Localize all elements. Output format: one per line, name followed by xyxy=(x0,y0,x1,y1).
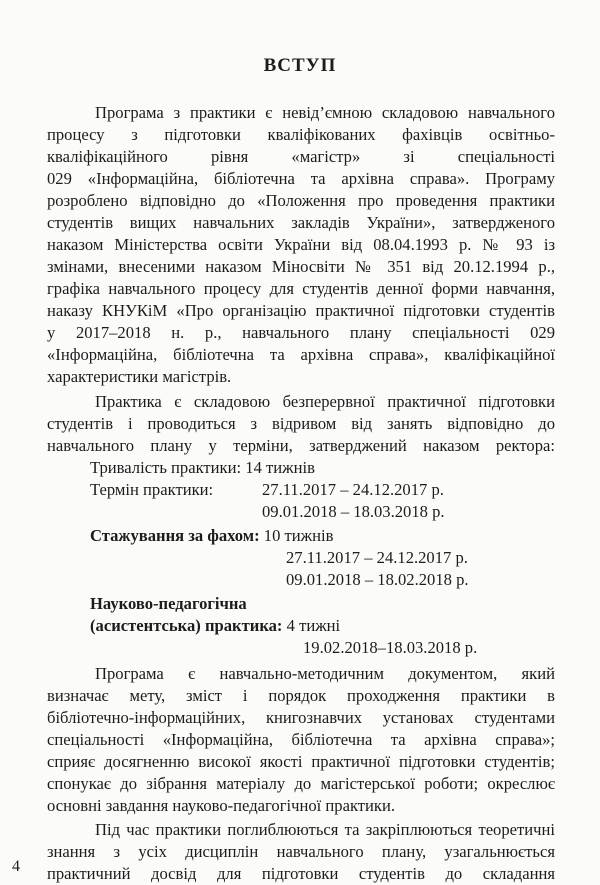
text-line: Програма з практики є невід’ємною складовою навчального xyxy=(95,103,555,122)
text-line: Під час практики поглиблюються та закріплюються теоретичні xyxy=(95,820,555,839)
text-line: основні завдання науково-педагогічної практики. xyxy=(47,796,396,815)
text-line: студентів і проводиться з відривом від занять відповідно до xyxy=(47,414,555,433)
schedule-duration xyxy=(90,458,598,478)
schedule-internship xyxy=(90,526,598,546)
text-line: кваліфікаційного рівня «магістр» зі спеціальності xyxy=(47,147,555,166)
text-line: спонукає до зібрання матеріалу до магістерської роботи; окреслює xyxy=(47,774,555,793)
term-dates-2: 09.01.2018 – 18.03.2018 р. xyxy=(262,502,445,521)
text-line: розроблено відповідно до «Положення про проведення практики xyxy=(47,191,555,210)
internship-dates-2: 09.01.2018 – 18.02.2018 р. xyxy=(286,570,469,589)
text-line: наказу КНУКіМ «Про організацію практичної підготовки студентів xyxy=(47,301,555,320)
internship-label: Стажування за фахом: xyxy=(90,526,260,545)
text-line: змінами, внесеними наказом Міносвіти № 351 від 20.12.1994 р., xyxy=(47,257,555,276)
text-line: «Інформаційна, бібліотечна та архівна справа», кваліфікаційної xyxy=(47,345,555,364)
ped-practice-value: 4 тижні xyxy=(286,616,341,635)
text-line: визначає мету, зміст і порядок проходження практики в xyxy=(47,686,555,705)
text-line: сприяє досягненню високої якості практичної підготовки студентів; xyxy=(47,752,555,771)
text-line: графіка навчального процесу для студентів денної форми навчання, xyxy=(47,279,555,298)
text-line: спеціальності «Інформаційна, бібліотечна та архівна справа»; xyxy=(47,730,555,749)
duration-label: Тривалість практики: xyxy=(90,458,242,477)
internship-dates-1: 27.11.2017 – 24.12.2017 р. xyxy=(286,548,468,567)
term-dates-1: 27.11.2017 – 24.12.2017 р. xyxy=(262,480,444,499)
ped-practice-label-1: Науково-педагогічна xyxy=(90,594,247,613)
ped-practice xyxy=(90,616,598,636)
text-line: студентів вищих навчальних закладів України», затвердженого xyxy=(47,213,555,232)
text-line: наказом Міністерства освіти України від 08.04.1993 р. № 93 із xyxy=(47,235,555,254)
text-line: бібліотечно-інформаційних, книгознавчих установах студентами xyxy=(47,708,555,727)
text-line: Програма є навчально-методичним документом, який xyxy=(95,664,555,683)
duration-value: 14 тижнів xyxy=(245,458,315,477)
term-label: Термін практики: xyxy=(90,480,214,499)
text-line: знання з усіх дисциплін навчального плану, узагальнюється xyxy=(47,842,555,861)
text-line: процесу з підготовки кваліфікованих фахівців освітньо- xyxy=(47,125,555,144)
text-line: характеристики магістрів. xyxy=(47,367,232,386)
text-line: практичний досвід для підготовки студентів до складання xyxy=(47,864,555,883)
text-line: у 2017–2018 н. р., навчального плану спеціальності 029 xyxy=(47,323,555,342)
internship-value: 10 тижнів xyxy=(263,526,334,545)
page-title: ВСТУП xyxy=(263,55,337,76)
text-line: Практика є складовою безперервної практичної підготовки xyxy=(95,392,555,411)
text-line: навчального плану у терміни, затверджений наказом ректора: xyxy=(47,436,555,455)
ped-practice-dates: 19.02.2018–18.03.2018 р. xyxy=(303,638,478,657)
text-line: 029 «Інформаційна, бібліотечна та архівна справа». Програму xyxy=(47,169,555,188)
page-number: 4 xyxy=(12,858,20,875)
ped-practice-label-2: (асистентська) практика: xyxy=(90,616,283,635)
